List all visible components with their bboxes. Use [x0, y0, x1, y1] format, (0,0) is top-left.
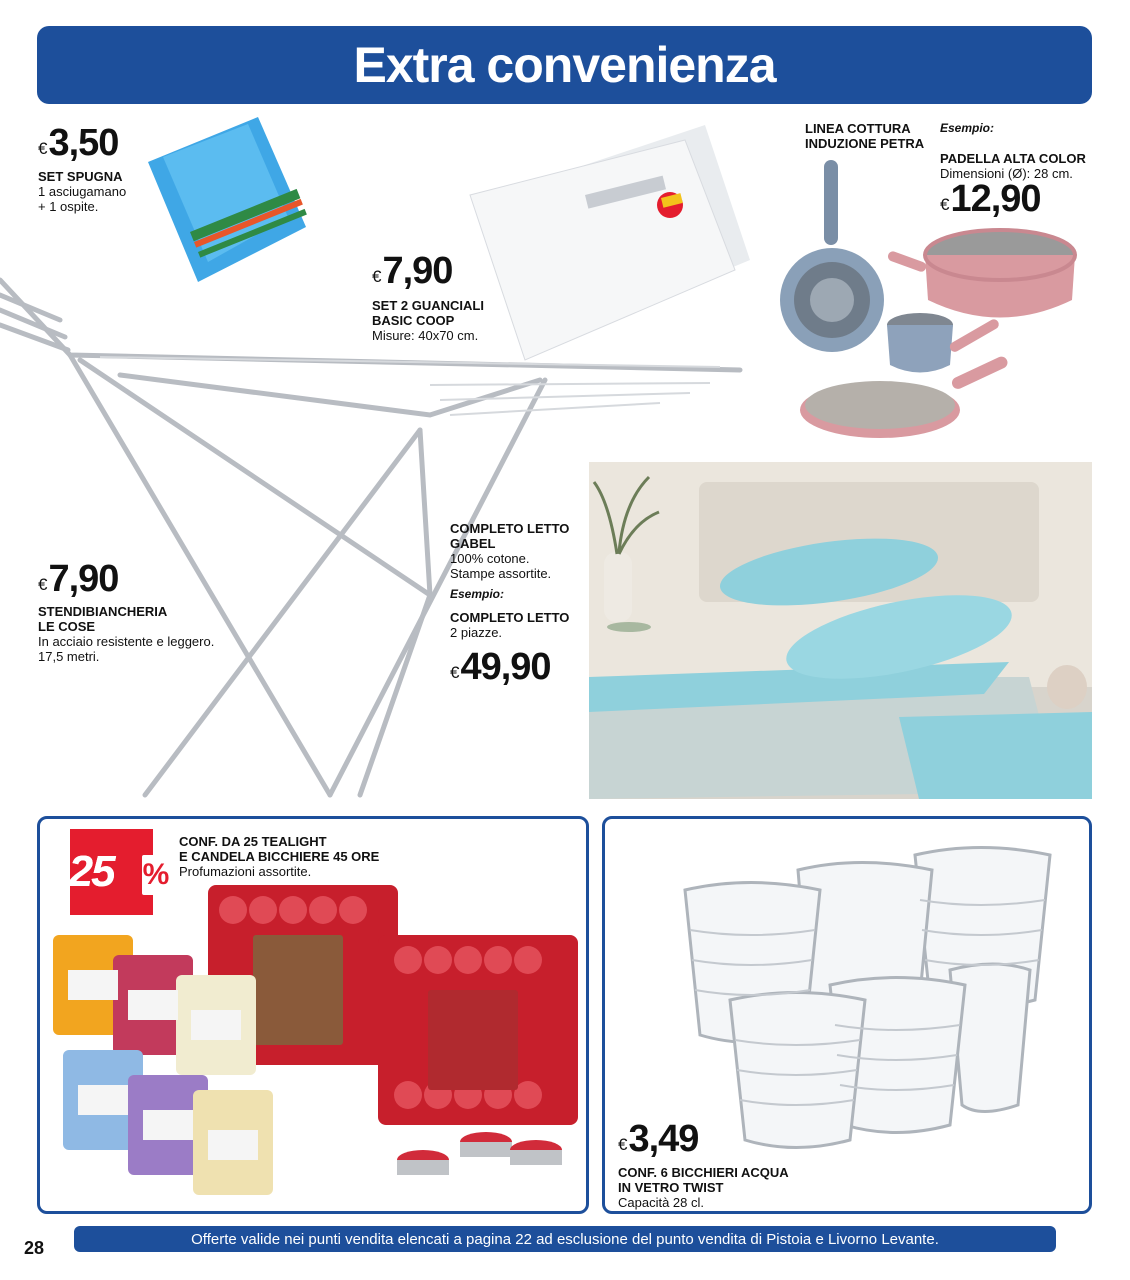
glasses-info: CONF. 6 BICCHIERI ACQUA IN VETRO TWIST Capacità 28 cl. [618, 1165, 789, 1210]
candles-image [48, 880, 578, 1205]
cookware-example-info: Esempio: PADELLA ALTA COLOR Dimensioni (Ø): 28 cm. [940, 121, 1086, 181]
page-title: Extra convenienza [353, 37, 776, 93]
pillows-price: € 7,90 [372, 250, 453, 292]
towels-price: € 3,50 [38, 122, 119, 164]
discount-badge: -25 % [70, 829, 153, 915]
bedding-info: COMPLETO LETTO GABEL 100% cotone. Stampe assortite. Esempio: COMPLETO LETTO 2 piazze. [450, 521, 570, 640]
towels-info: SET SPUGNA 1 asciugamano + 1 ospite. [38, 169, 127, 214]
page-number: 28 [24, 1238, 45, 1258]
bedding-price: € 49,90 [450, 646, 551, 688]
cookware-line-info: LINEA COTTURA INDUZIONE PETRA [805, 121, 925, 151]
glasses-image [680, 840, 1065, 1155]
glasses-price: € 3,49 [618, 1118, 699, 1160]
footer-note [74, 1226, 1056, 1252]
cookware-image [770, 150, 1090, 450]
pillows-info: SET 2 GUANCIALI BASIC COOP Misure: 40x70 cm. [372, 298, 484, 343]
drying-rack-info: STENDIBIANCHERIA LE COSE In acciaio resistente e leggero. 17,5 metri. [38, 604, 215, 664]
drying-rack-price: € 7,90 [38, 558, 119, 600]
footer-note-text: Offerte valide nei punti vendita elencati a pagina 22 ad esclusione del punto vendita di Pistoia e Livorno Levante. [191, 1230, 939, 1248]
bedding-image [589, 462, 1092, 799]
candles-info: CONF. DA 25 TEALIGHT E CANDELA BICCHIERE 45 ORE Profumazioni assortite. [179, 834, 380, 879]
cookware-price: € 12,90 [940, 178, 1041, 220]
page-header-banner [37, 26, 1092, 104]
